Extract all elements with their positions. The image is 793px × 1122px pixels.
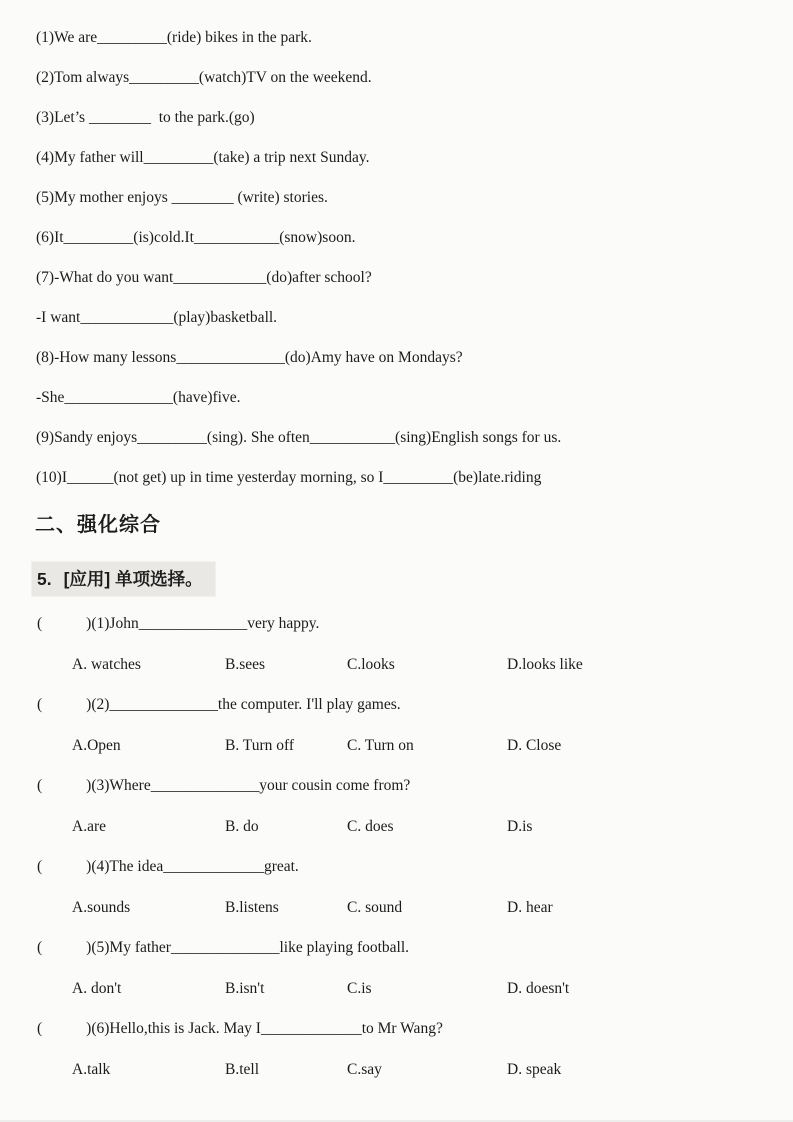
mcq-question-line bbox=[37, 1009, 793, 1050]
option-a: A.sounds bbox=[72, 898, 131, 916]
question-text: (5)My father______________like playing football. bbox=[91, 939, 410, 957]
answer-paren-close: ) bbox=[86, 939, 92, 957]
fill-blank-line: -She______________(have)five. bbox=[36, 389, 241, 406]
mcq-options-row bbox=[37, 888, 793, 929]
fill-blank-line: (1)We are_________(ride) bikes in the park. bbox=[36, 29, 312, 46]
mcq-question-line bbox=[37, 685, 793, 726]
option-b: B.isn't bbox=[225, 979, 265, 997]
answer-paren-open: ( bbox=[37, 777, 43, 795]
option-c: C. Turn on bbox=[347, 736, 414, 754]
fill-blank-line: (6)It_________(is)cold.It___________(snow)soon. bbox=[36, 229, 356, 246]
mcq-question-line bbox=[37, 604, 793, 645]
fill-blank-line: (8)-How many lessons______________(do)Amy have on Mondays? bbox=[36, 349, 463, 366]
option-b: B.sees bbox=[225, 655, 266, 673]
answer-paren-open: ( bbox=[37, 615, 43, 633]
fill-blank-line: (7)-What do you want____________(do)after school? bbox=[36, 269, 372, 286]
mcq-question-line bbox=[37, 766, 793, 807]
option-d: D.is bbox=[507, 817, 533, 835]
fill-blank-line: (5)My mother enjoys ________ (write) stories. bbox=[36, 189, 328, 206]
exercise-title: [应用] 单项选择。 bbox=[63, 569, 203, 589]
option-d: D. hear bbox=[507, 898, 553, 916]
option-d: D. speak bbox=[507, 1060, 562, 1078]
fill-blank-line: (10)I______(not get) up in time yesterday morning, so I_________(be)late.riding bbox=[36, 469, 542, 486]
option-d: D. doesn't bbox=[507, 979, 570, 997]
option-a: A.Open bbox=[72, 736, 121, 754]
option-a: A. don't bbox=[72, 979, 122, 997]
option-d: D. Close bbox=[507, 736, 562, 754]
fill-blank-line: -I want____________(play)basketball. bbox=[36, 309, 278, 326]
option-a: A.talk bbox=[72, 1060, 111, 1078]
option-d: D.looks like bbox=[507, 655, 583, 673]
option-c: C.say bbox=[347, 1060, 382, 1078]
answer-paren-open: ( bbox=[37, 939, 43, 957]
mcq-options-row bbox=[37, 726, 793, 767]
option-c: C. does bbox=[347, 817, 394, 835]
option-a: A.are bbox=[72, 817, 106, 835]
answer-paren-close: ) bbox=[86, 615, 92, 633]
mcq-options-row bbox=[37, 645, 793, 686]
answer-paren-close: ) bbox=[86, 777, 92, 795]
question-text: (3)Where______________your cousin come from? bbox=[91, 777, 411, 795]
mcq-options-row bbox=[37, 969, 793, 1010]
mcq-options-row bbox=[37, 1050, 793, 1091]
mcq-options-row bbox=[37, 807, 793, 848]
option-b: B. do bbox=[225, 817, 259, 835]
question-text: (2)______________the computer. I'll play games. bbox=[91, 696, 401, 714]
option-c: C.looks bbox=[347, 655, 395, 673]
fill-blank-line: (2)Tom always_________(watch)TV on the weekend. bbox=[36, 69, 372, 86]
exercise-number: 5. bbox=[37, 569, 52, 589]
option-b: B. Turn off bbox=[225, 736, 295, 754]
mcq-question-line bbox=[37, 928, 793, 969]
fill-blank-line: (9)Sandy enjoys_________(sing). She often___________(sing)English songs for us. bbox=[36, 429, 562, 446]
multiple-choice-section bbox=[37, 604, 793, 1090]
option-b: B.tell bbox=[225, 1060, 260, 1078]
question-text: (4)The idea_____________great. bbox=[91, 858, 299, 876]
mcq-question-line bbox=[37, 847, 793, 888]
option-c: C. sound bbox=[347, 898, 403, 916]
answer-paren-close: ) bbox=[86, 858, 92, 876]
exercise-heading bbox=[32, 562, 215, 596]
question-text: (1)John______________very happy. bbox=[91, 615, 320, 633]
answer-paren-open: ( bbox=[37, 1020, 43, 1038]
section-heading: 二、强化综合 bbox=[35, 514, 161, 536]
option-c: C.is bbox=[347, 979, 372, 997]
answer-paren-close: ) bbox=[86, 1020, 92, 1038]
fill-in-blank-section bbox=[36, 18, 785, 498]
question-text: (6)Hello,this is Jack. May I_____________to Mr Wang? bbox=[91, 1020, 443, 1038]
option-b: B.listens bbox=[225, 898, 279, 916]
option-a: A. watches bbox=[72, 655, 141, 673]
fill-blank-line: (3)Let’s ________ to the park.(go) bbox=[36, 109, 255, 126]
fill-blank-line: (4)My father will_________(take) a trip next Sunday. bbox=[36, 149, 370, 166]
answer-paren-open: ( bbox=[37, 696, 43, 714]
answer-paren-close: ) bbox=[86, 696, 92, 714]
answer-paren-open: ( bbox=[37, 858, 43, 876]
